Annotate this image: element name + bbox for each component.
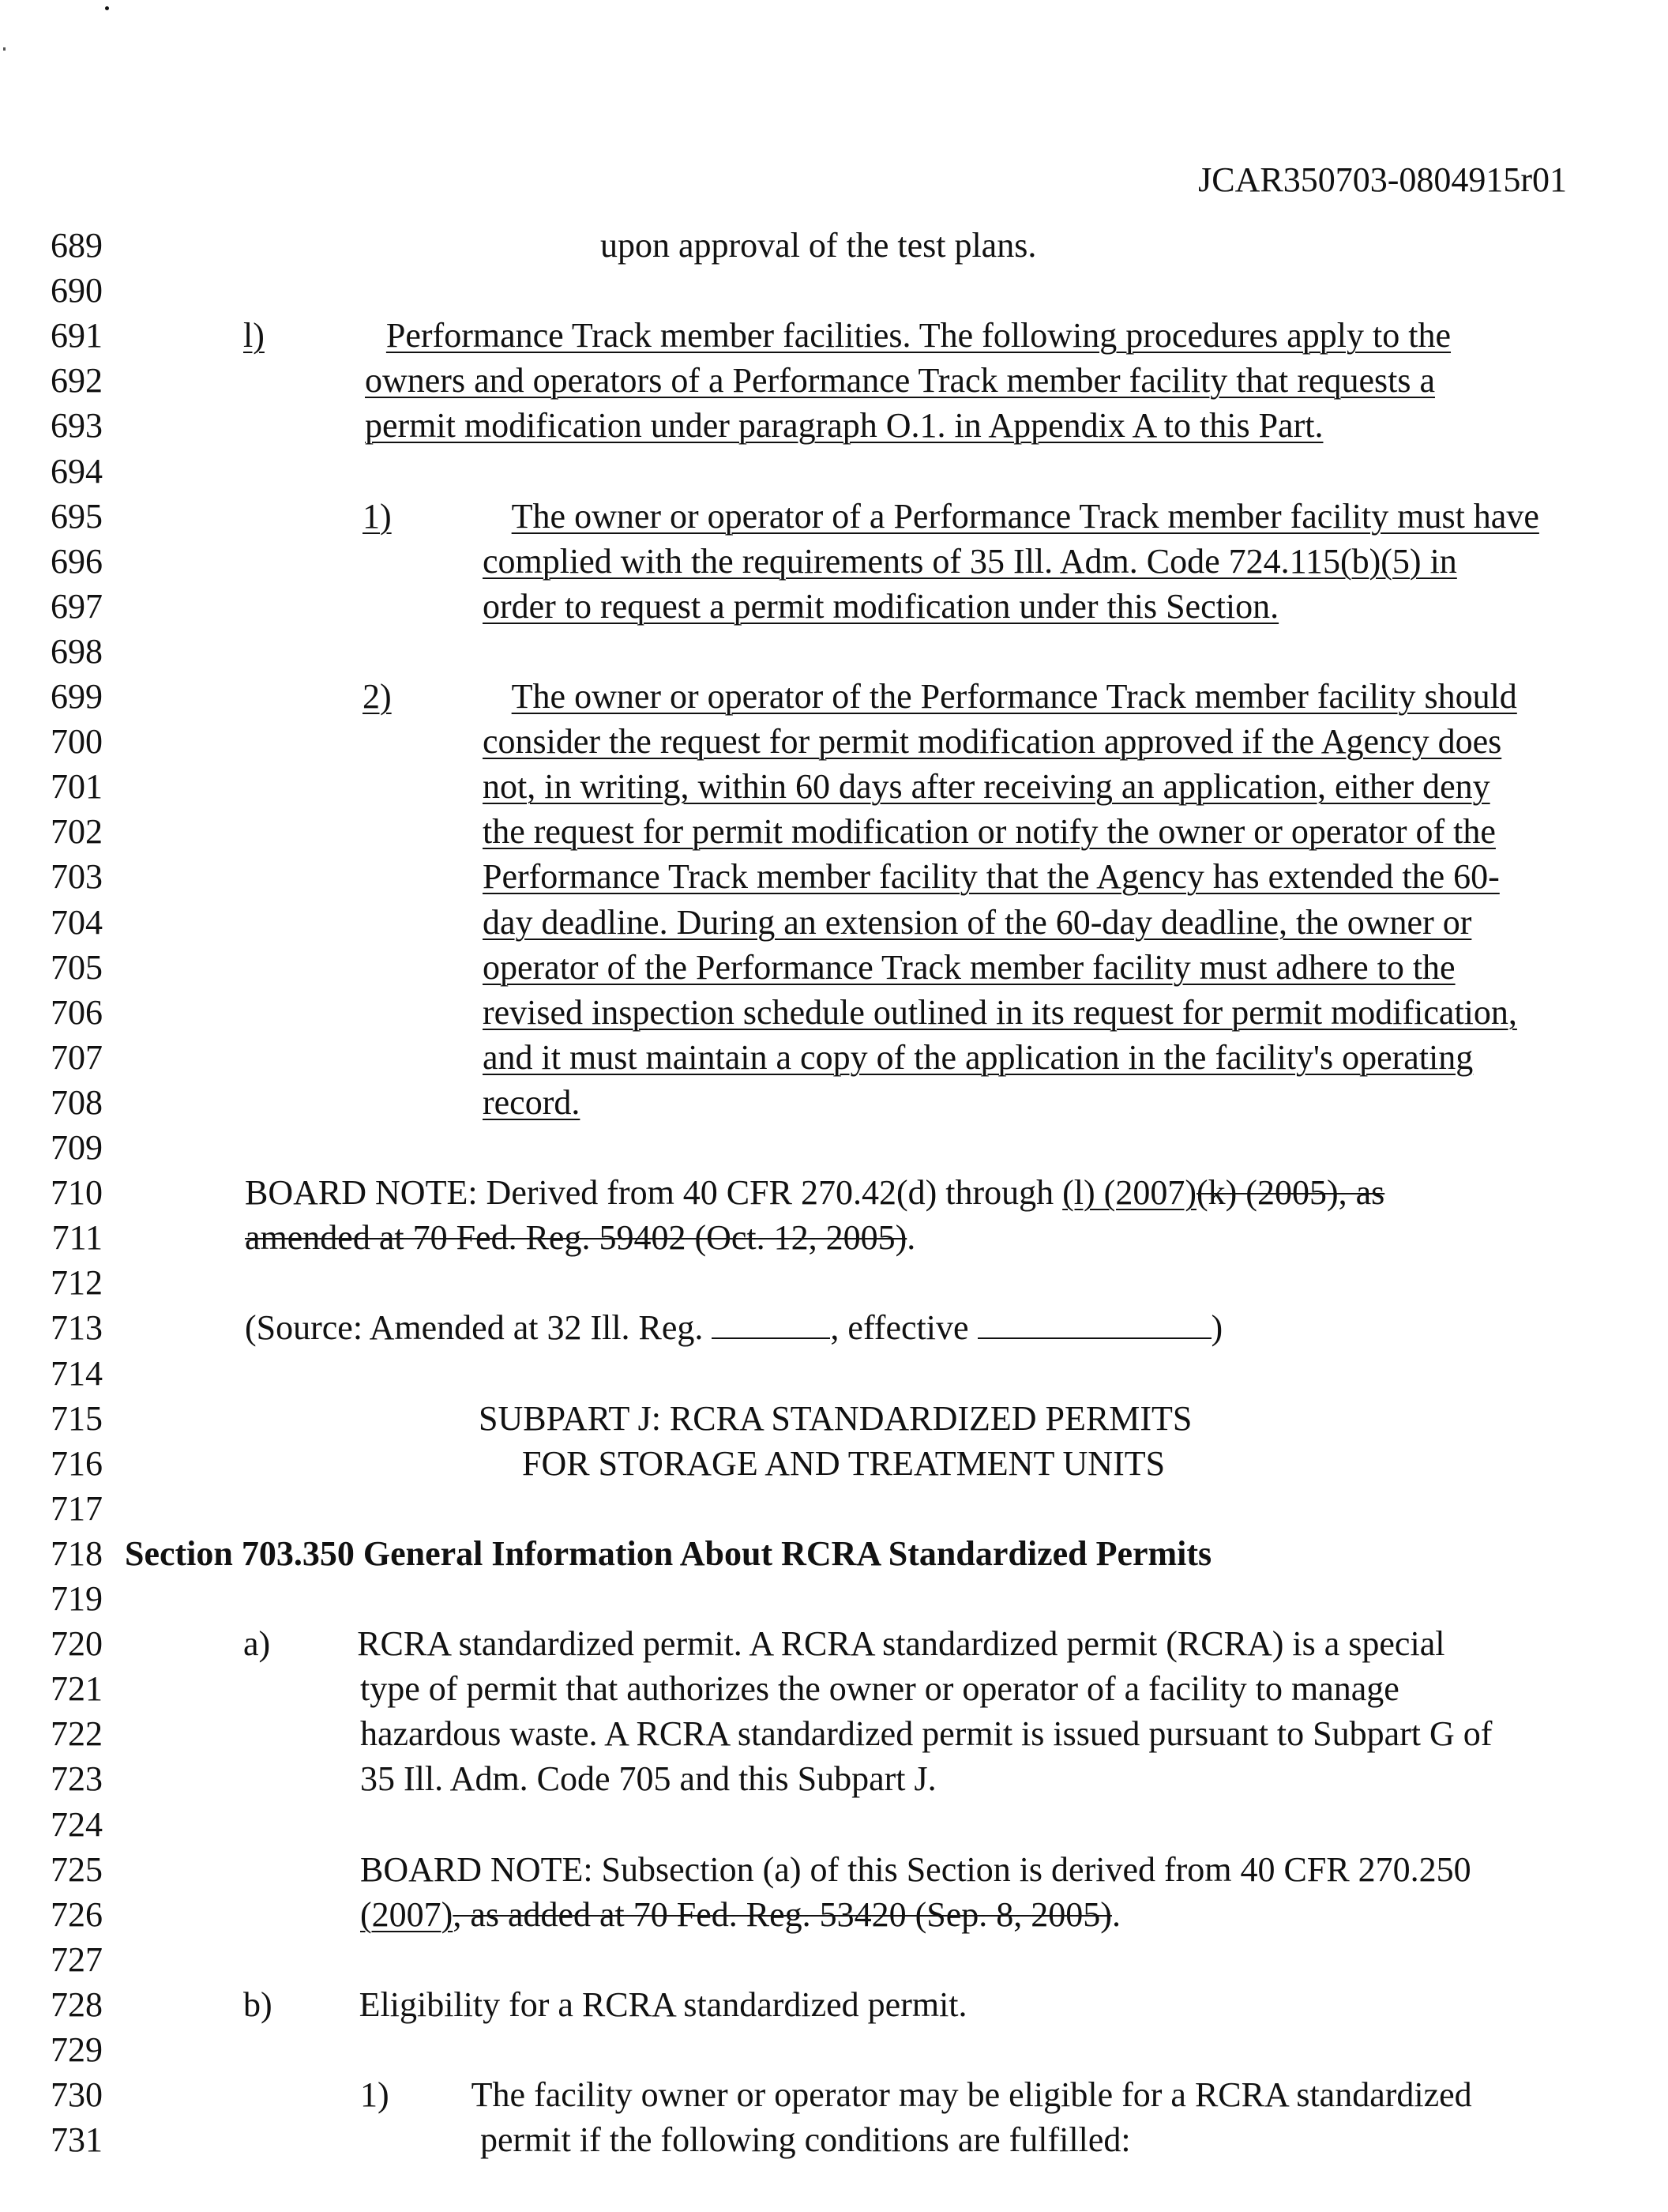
inserted-text: the request for permit modification or notify the owner or operator of the [483,812,1496,852]
line-text [125,1531,1212,1576]
line-text [363,674,1517,719]
line-number: 720 [51,1624,103,1664]
inserted-text: Performance Track member facilities. The following procedures apply to the [385,316,1452,356]
line-text [363,494,1539,539]
line-number: 692 [51,361,103,401]
line-number: 731 [51,2120,103,2160]
deleted-text: (k) (2005), as [1196,1173,1385,1213]
line-text [360,1756,937,1801]
document-line [0,1351,1668,1396]
fill-in-blank [712,1307,830,1339]
document-line [0,494,1668,539]
line-number: 719 [51,1579,103,1618]
document-line [0,1756,1668,1801]
document-line [0,1441,1668,1486]
document-line [0,945,1668,990]
line-number: 700 [51,722,103,762]
line-number: 709 [51,1128,103,1167]
document-line [0,1982,1668,2027]
line-number: 725 [51,1849,103,1889]
line-number: 716 [51,1443,103,1483]
line-text [480,2117,1131,2162]
text-segment: upon approval of the test plans. [600,226,1037,265]
line-number: 728 [51,1984,103,2024]
text-segment: RCRA standardized permit. A RCRA standardized permit (RCRA) is a special [357,1624,1445,1664]
document-line [0,1486,1668,1531]
document-line [0,1621,1668,1666]
line-number: 722 [51,1714,103,1754]
inserted-text: order to request a permit modification under this Section. [483,586,1279,626]
line-number: 717 [51,1488,103,1528]
document-line [0,1125,1668,1170]
line-number: 697 [51,586,103,626]
text-segment: 35 Ill. Adm. Code 705 and this Subpart J. [360,1759,937,1799]
document-line [0,449,1668,494]
text-segment: . [907,1218,916,1258]
document-line [0,1305,1668,1350]
document-line [0,223,1668,268]
text-segment: ) [1211,1308,1223,1348]
fill-in-blank [978,1307,1212,1339]
line-text [600,223,1036,268]
line-number: 690 [51,271,103,310]
text-segment: (Source: Amended at 32 Ill. Reg. [245,1308,712,1348]
document-line [0,1260,1668,1305]
line-text [245,1170,1384,1215]
line-text [245,1215,915,1260]
document-line [0,1576,1668,1621]
line-text [483,900,1471,945]
line-text [483,584,1279,629]
text-segment: permit if the following conditions are fulfilled: [480,2120,1131,2160]
document-line [0,1035,1668,1080]
inserted-text: (l) (2007) [1062,1173,1197,1213]
line-number: 694 [51,451,103,491]
line-number: 704 [51,902,103,942]
line-text [483,945,1456,990]
line-text [243,313,1451,358]
document-line [0,584,1668,629]
inserted-text: l) [243,316,265,356]
line-text [483,1080,580,1125]
inserted-text: day deadline. During an extension of the 60-day deadline, the owner or [483,902,1472,942]
inserted-text: operator of the Performance Track member facility must adhere to the [483,947,1456,987]
inserted-text: record. [483,1082,580,1122]
inserted-text: consider the request for permit modification approved if the Agency does [483,722,1502,762]
line-number: 724 [51,1804,103,1844]
line-number: 718 [51,1533,103,1573]
document-line [0,1937,1668,1982]
line-text [483,1035,1473,1080]
inserted-text: The owner or operator of the Performance Track member facility should [511,677,1517,716]
line-text [360,2072,1472,2117]
line-number: 730 [51,2075,103,2115]
deleted-text: , as added at 70 Fed. Reg. 53420 (Sep. 8, 2005) [453,1894,1112,1934]
text-segment: BOARD NOTE: Subsection (a) of this Section is derived from 40 CFR 270.250 [360,1849,1471,1889]
document-line [0,1847,1668,1892]
line-text [522,1441,1165,1486]
document-line [0,1215,1668,1260]
line-number: 703 [51,857,103,897]
document-line [0,358,1668,403]
line-text [483,990,1517,1035]
document-line [0,539,1668,584]
line-text [483,764,1490,809]
text-segment: hazardous waste. A RCRA standardized permit is issued pursuant to Subpart G of [360,1714,1493,1754]
line-text [365,403,1323,448]
document-line [0,403,1668,448]
document-line [0,990,1668,1035]
deleted-text: amended at 70 Fed. Reg. 59402 (Oct. 12, 2005) [245,1218,907,1258]
text-segment: a) [243,1624,271,1664]
text-segment: . [1111,1894,1121,1934]
line-text [360,1711,1492,1756]
document-line [0,313,1668,358]
document-line [0,1711,1668,1756]
line-number: 689 [51,226,103,265]
section-heading: Section 703.350 General Information About RCRA Standardized Permits [125,1533,1212,1573]
text-segment: The facility owner or operator may be eligible for a RCRA standardized [471,2075,1472,2115]
document-line [0,1080,1668,1125]
inserted-text: permit modification under paragraph O.1. in Appendix A to this Part. [365,406,1324,446]
line-text [365,358,1435,403]
text-segment: BOARD NOTE: Derived from 40 CFR 270.42(d) through [245,1173,1063,1213]
text-segment: FOR STORAGE AND TREATMENT UNITS [522,1443,1166,1483]
line-number: 726 [51,1894,103,1934]
line-number: 698 [51,631,103,671]
text-segment: type of permit that authorizes the owner or operator of a facility to manage [360,1669,1399,1709]
inserted-text: Performance Track member facility that the Agency has extended the 60- [483,857,1500,897]
line-number: 714 [51,1353,103,1393]
text-segment: Eligibility for a RCRA standardized permit. [359,1984,967,2024]
document-line [0,2027,1668,2072]
line-number: 699 [51,677,103,716]
document-line [0,719,1668,764]
inserted-text: and it must maintain a copy of the application in the facility's operating [483,1037,1474,1077]
line-number: 693 [51,406,103,446]
line-text [243,1982,967,2027]
line-text [360,1666,1399,1711]
document-id: JCAR350703-0804915r01 [1198,160,1567,199]
document-line [0,1396,1668,1441]
inserted-text: complied with the requirements of 35 Ill. Adm. Code 724.115(b)(5) in [483,541,1457,581]
line-number: 723 [51,1759,103,1799]
line-number: 727 [51,1939,103,1979]
line-number: 701 [51,767,103,807]
line-number: 721 [51,1669,103,1709]
document-line [0,1531,1668,1576]
inserted-text: The owner or operator of a Performance Track member facility must have [511,496,1539,536]
inserted-text: (2007) [360,1894,453,1934]
line-number: 696 [51,541,103,581]
inserted-text: not, in writing, within 60 days after receiving an application, either deny [483,767,1490,807]
text-segment: 1) [360,2075,389,2115]
line-text [483,809,1496,854]
scan-mark-tick [3,47,6,51]
line-number: 707 [51,1037,103,1077]
line-number: 706 [51,992,103,1032]
line-text [360,1892,1121,1937]
inserted-text: owners and operators of a Performance Track member facility that requests a [365,361,1435,401]
document-line [0,268,1668,313]
document-line [0,809,1668,854]
document-line [0,674,1668,719]
line-text [243,1621,1444,1666]
document-line [0,854,1668,899]
document-line [0,1892,1668,1937]
text-segment: , effective [830,1308,978,1348]
inserted-text: 1) [363,496,392,536]
line-number: 729 [51,2030,103,2069]
document-line [0,900,1668,945]
scan-mark-dot [105,6,109,10]
line-text [360,1847,1471,1892]
document-line [0,1170,1668,1215]
text-segment: SUBPART J: RCRA STANDARDIZED PERMITS [479,1398,1193,1438]
inserted-text: 2) [363,677,392,716]
line-number: 712 [51,1263,103,1303]
line-text [245,1305,1223,1350]
line-text [483,539,1457,584]
line-number: 708 [51,1082,103,1122]
line-text [483,719,1501,764]
line-number: 711 [51,1218,103,1258]
line-number: 710 [51,1173,103,1213]
document-line [0,629,1668,674]
line-number: 691 [51,316,103,356]
line-number: 695 [51,496,103,536]
document-line [0,764,1668,809]
line-number: 705 [51,947,103,987]
document-line [0,1802,1668,1847]
line-number: 715 [51,1398,103,1438]
text-segment: b) [243,1984,272,2024]
document-line [0,2117,1668,2162]
line-text [483,854,1500,899]
inserted-text: revised inspection schedule outlined in its request for permit modification, [483,992,1517,1032]
line-number: 713 [51,1308,103,1348]
document-line [0,1666,1668,1711]
line-text [479,1396,1192,1441]
document-line [0,2072,1668,2117]
line-number: 702 [51,812,103,852]
